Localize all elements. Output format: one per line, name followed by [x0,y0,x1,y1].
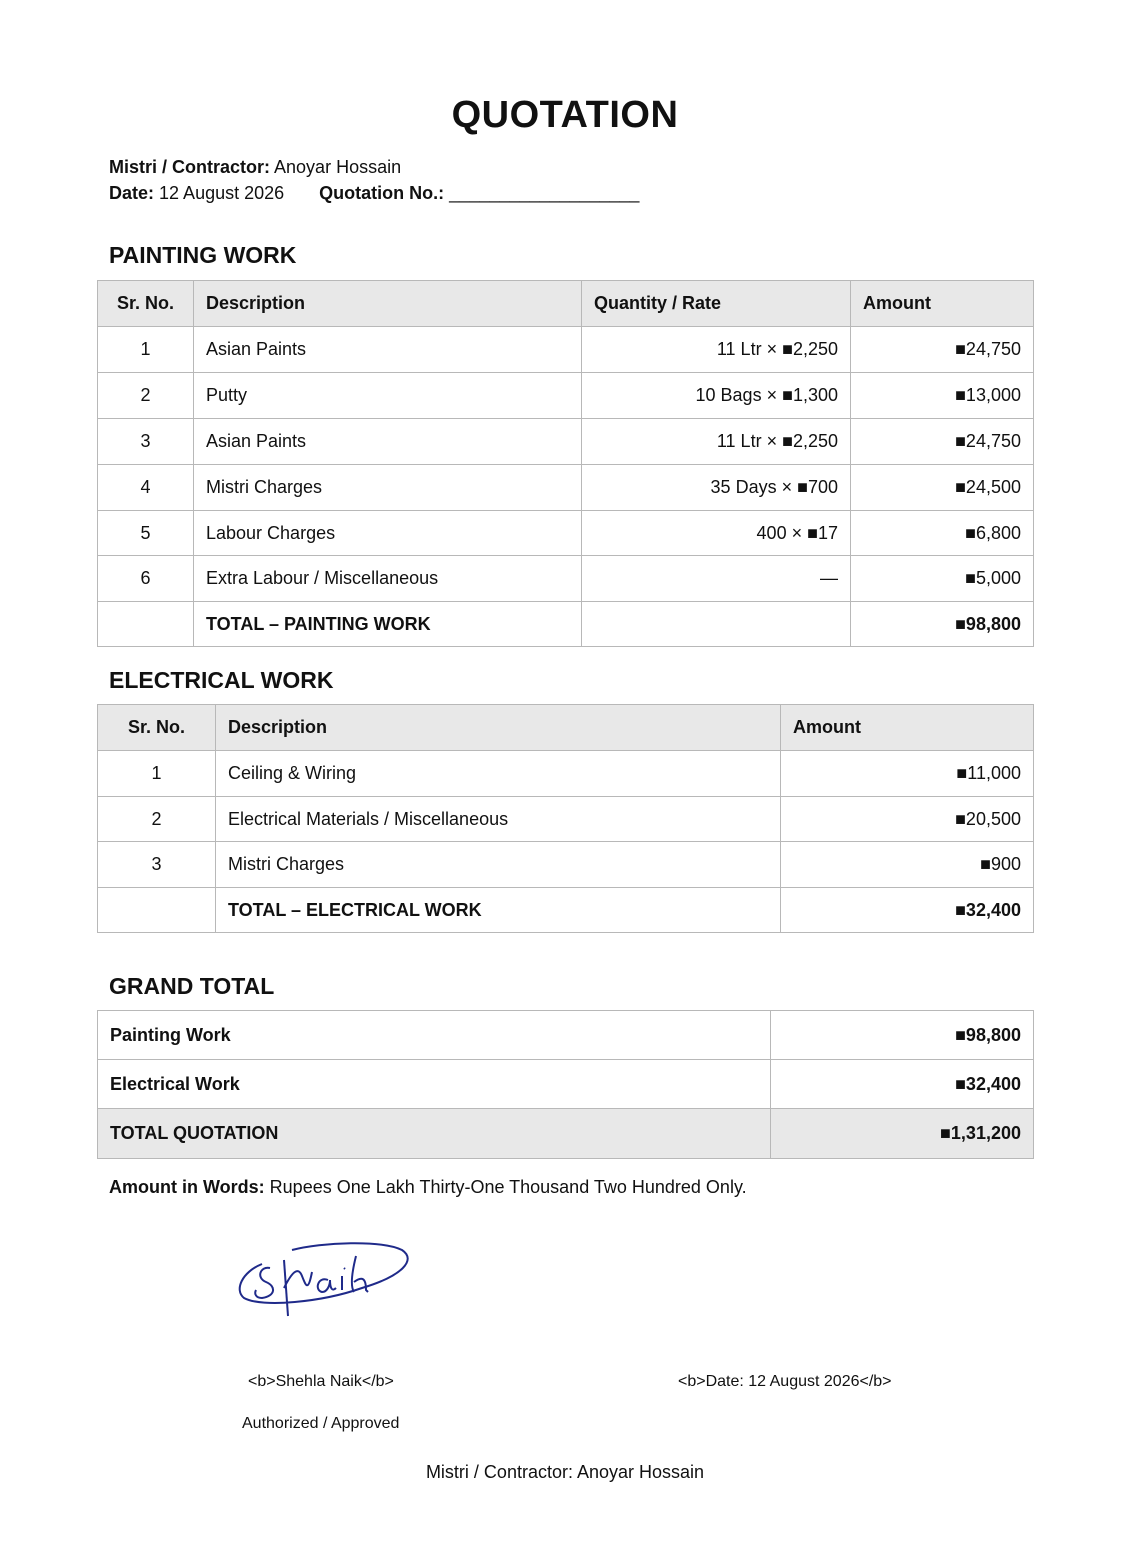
sr-cell: 1 [98,751,216,797]
sr-cell: 2 [98,373,194,419]
footer-contractor: Mistri / Contractor: Anoyar Hossain [425,1462,705,1482]
quantity-rate-cell: 10 Bags × ■1,300 [582,373,851,419]
total-label: TOTAL – ELECTRICAL WORK [216,888,781,933]
electrical-header-row [98,705,1034,751]
quantity-rate-cell: 400 × ■17 [582,511,851,556]
quotation-no-value: ___________________ [449,183,640,203]
total-quotation-label: TOTAL QUOTATION [98,1109,771,1159]
table-row [98,556,1034,602]
column-header: Quantity / Rate [582,281,851,327]
grand-row-label: Painting Work [98,1011,771,1060]
grand-total-heading: GRAND TOTAL [109,973,275,999]
date-line [109,182,639,204]
painting-total-row [98,602,1034,647]
total-value: ■32,400 [781,888,1034,933]
handwritten-signature [232,1232,422,1342]
electrical-table [97,704,1034,933]
table-row [98,419,1034,465]
column-header: Amount [781,705,1034,751]
quantity-rate-cell: 11 Ltr × ■2,250 [582,419,851,465]
amount-cell: ■24,750 [851,327,1034,373]
description-cell: Ceiling & Wiring [216,751,781,797]
signature-date: <b>Date: 12 August 2026</b> [678,1373,892,1390]
empty-cell [98,602,194,647]
table-row [98,511,1034,556]
table-row [98,373,1034,419]
amount-cell: ■11,000 [781,751,1034,797]
column-header: Sr. No. [98,705,216,751]
total-quotation-row [98,1109,1034,1159]
description-cell: Putty [194,373,582,419]
grand-row-value: ■98,800 [771,1011,1034,1060]
sr-cell: 1 [98,327,194,373]
amount-in-words-label: Amount in Words: [109,1177,265,1197]
amount-cell: ■24,750 [851,419,1034,465]
painting-heading: PAINTING WORK [109,242,297,268]
table-row [98,797,1034,842]
grand-row-label: Electrical Work [98,1060,771,1109]
sr-cell: 5 [98,511,194,556]
empty-cell [98,888,216,933]
table-row [98,465,1034,511]
amount-cell: ■5,000 [851,556,1034,602]
total-label: TOTAL – PAINTING WORK [194,602,582,647]
quantity-rate-cell: 11 Ltr × ■2,250 [582,327,851,373]
table-row [98,327,1034,373]
amount-cell: ■24,500 [851,465,1034,511]
electrical-heading: ELECTRICAL WORK [109,667,334,693]
painting-header-row [98,281,1034,327]
table-row [98,1011,1034,1060]
date-value: 12 August 2026 [159,183,285,203]
column-header: Sr. No. [98,281,194,327]
document-title: QUOTATION [451,94,679,136]
grand-row-value: ■32,400 [771,1060,1034,1109]
table-row [98,842,1034,888]
total-value: ■98,800 [851,602,1034,647]
sr-cell: 2 [98,797,216,842]
contractor-line [109,156,401,178]
description-cell: Asian Paints [194,327,582,373]
amount-cell: ■13,000 [851,373,1034,419]
signatory-name: <b>Shehla Naik</b> [248,1373,394,1390]
electrical-total-row [98,888,1034,933]
description-cell: Asian Paints [194,419,582,465]
quotation-no-label: Quotation No.: [319,183,445,203]
table-row [98,751,1034,797]
painting-table [97,280,1034,647]
description-cell: Mistri Charges [216,842,781,888]
sr-cell: 3 [98,419,194,465]
column-header: Description [194,281,582,327]
table-row [98,1060,1034,1109]
contractor-label: Mistri / Contractor: [109,157,271,177]
contractor-value: Anoyar Hossain [274,157,402,177]
description-cell: Mistri Charges [194,465,582,511]
amount-in-words-value: Rupees One Lakh Thirty-One Thousand Two Hundred Only. [269,1177,747,1197]
column-header: Amount [851,281,1034,327]
amount-in-words [109,1177,747,1198]
total-quotation-value: ■1,31,200 [771,1109,1034,1159]
amount-cell: ■20,500 [781,797,1034,842]
description-cell: Labour Charges [194,511,582,556]
description-cell: Electrical Materials / Miscellaneous [216,797,781,842]
amount-cell: ■900 [781,842,1034,888]
sr-cell: 3 [98,842,216,888]
description-cell: Extra Labour / Miscellaneous [194,556,582,602]
signatory-role: Authorized / Approved [242,1415,400,1432]
date-label: Date: [109,183,155,203]
quantity-rate-cell: — [582,556,851,602]
sr-cell: 4 [98,465,194,511]
quantity-rate-cell: 35 Days × ■700 [582,465,851,511]
column-header: Description [216,705,781,751]
empty-cell [582,602,851,647]
amount-cell: ■6,800 [851,511,1034,556]
grand-total-table [97,1010,1034,1159]
sr-cell: 6 [98,556,194,602]
